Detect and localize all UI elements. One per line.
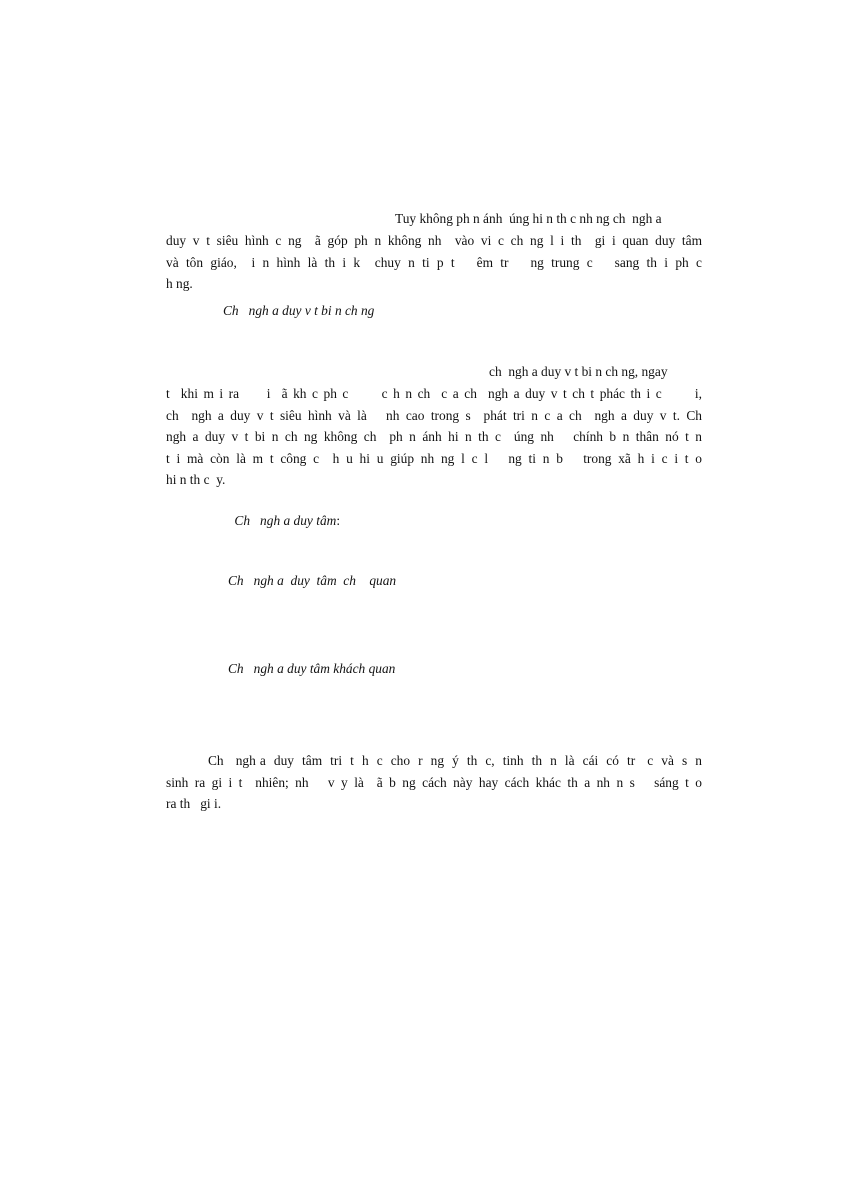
paragraph-line: hi n th c y. <box>166 472 226 487</box>
section-heading: Ch ngh a duy tâm khách quan <box>228 661 396 676</box>
paragraph-line: Ch ngh a duy tâm tri t h c cho r ng ý th c, tinh th n là cái có tr c và s n <box>208 753 702 768</box>
paragraph-line: ra th gi i. <box>166 796 222 811</box>
section-heading-text: Ch ngh a duy tâm <box>234 513 337 528</box>
paragraph-line: t i mà còn là m t công c h u hi u giúp nh ng l c l ng ti n b trong xã h i c i t o <box>166 451 702 466</box>
paragraph-line: t khi m i ra i ã kh c ph c c h n ch c a ch ngh a duy v t ch t phác th i c i, <box>166 386 702 401</box>
paragraph-line: và tôn giáo, i n hình là th i k chuy n ti p t êm tr ng trung c sang th i ph c <box>166 255 702 270</box>
section-heading: Ch ngh a duy tâm ch quan <box>228 573 397 588</box>
paragraph-line: Tuy không ph n ánh úng hi n th c nh ng ch ngh a <box>395 211 662 226</box>
section-heading: Ch ngh a duy v t bi n ch ng <box>223 303 375 318</box>
paragraph-line: h ng. <box>166 276 193 291</box>
paragraph-line: ngh a duy v t bi n ch ng không ch ph n ánh hi n th c úng nh chính b n thân nó t n <box>166 429 702 444</box>
paragraph-line: duy v t siêu hình c ng ã góp ph n không nh vào vi c ch ng l i th gi i quan duy tâm <box>166 233 702 248</box>
heading-colon: : <box>336 513 341 528</box>
paragraph-line: ch ngh a duy v t siêu hình và là nh cao trong s phát tri n c a ch ngh a duy v t. Ch <box>166 408 702 423</box>
paragraph-line: ch ngh a duy v t bi n ch ng, ngay <box>489 364 668 379</box>
section-heading <box>221 497 340 545</box>
paragraph-line: sinh ra gi i t nhiên; nh v y là ã b ng cách này hay cách khác th a nh n s sáng t o <box>166 775 702 790</box>
